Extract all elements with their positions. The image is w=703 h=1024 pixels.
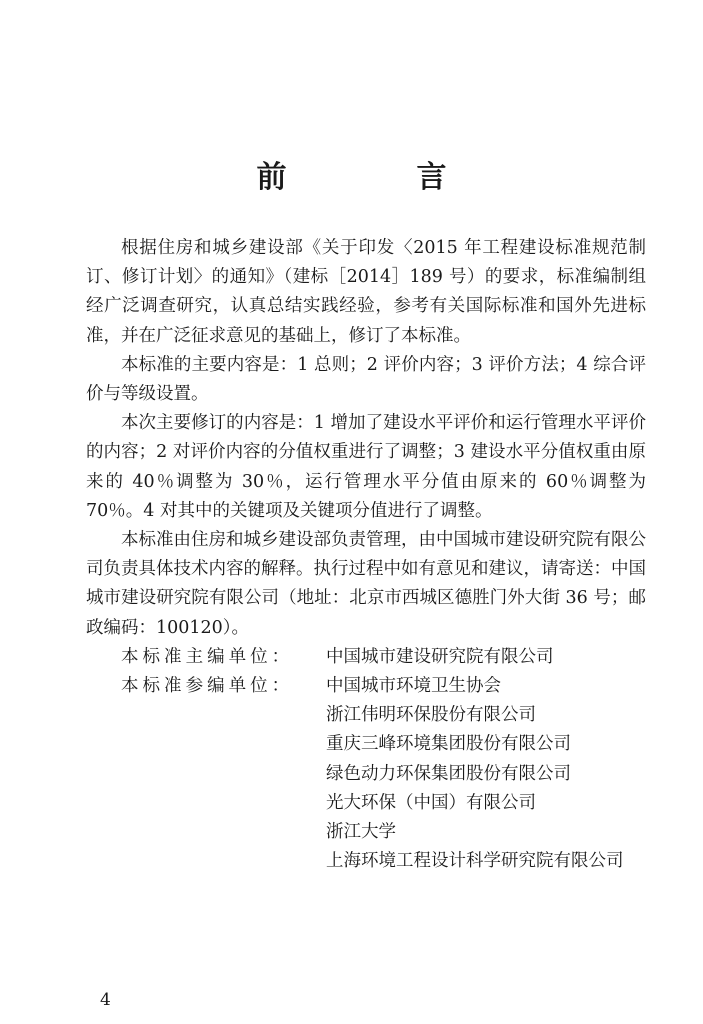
preface-body: [86, 234, 646, 876]
participant-org: 浙江伟明环保股份有限公司: [326, 705, 536, 726]
paragraph: 本次主要修订的内容是：1 增加了建设水平评价和运行管理水平评价的内容；2 对评价内容的分值权重进行了调整；3 建设水平分值权重由原来的 40％调整为 30％，运行管理水平分值由原来的 60％调整为 70％。4 对其中的关键项及关键项分值进行了调整。: [86, 413, 646, 521]
chief-editor-label: 本标准主编单位：: [121, 646, 294, 667]
chief-editor-org: 中国城市建设研究院有限公司: [326, 646, 554, 667]
chief-editor-row: [86, 643, 646, 672]
paragraph: 本标准的主要内容是：1 总则；2 评价内容；3 评价方法；4 综合评价与等级设置。: [86, 354, 646, 405]
participant-org: 上海环境工程设计科学研究院有限公司: [326, 851, 624, 872]
page-number: 4: [100, 990, 111, 1010]
paragraph: 根据住房和城乡建设部《关于印发〈2015 年工程建设标准规范制订、修订计划〉的通知》（建标［2014］189 号）的要求，标准编制组经广泛调查研究，认真总结实践经验，参考有关国际标准和国外先进标准，并在广泛征求意见的基础上，修订了本标准。: [86, 238, 646, 346]
participant-org: 浙江大学: [326, 822, 396, 843]
paragraph: 本标准由住房和城乡建设部负责管理，由中国城市建设研究院有限公司负责具体技术内容的解释。执行过程中如有意见和建议，请寄送：中国城市建设研究院有限公司（地址：北京市西城区德胜门外大街 36 号；邮政编码：100120）。: [86, 530, 646, 638]
participant-label: 本标准参编单位：: [121, 676, 294, 697]
participant-org: 光大环保（中国）有限公司: [326, 792, 536, 813]
participant-org: 绿色动力环保集团股份有限公司: [326, 763, 571, 784]
participant-org: 重庆三峰环境集团股份有限公司: [326, 734, 571, 755]
participant-org: 中国城市环境卫生协会: [326, 676, 501, 697]
page-title: 前 言: [256, 160, 497, 195]
participant-row: [86, 672, 646, 701]
